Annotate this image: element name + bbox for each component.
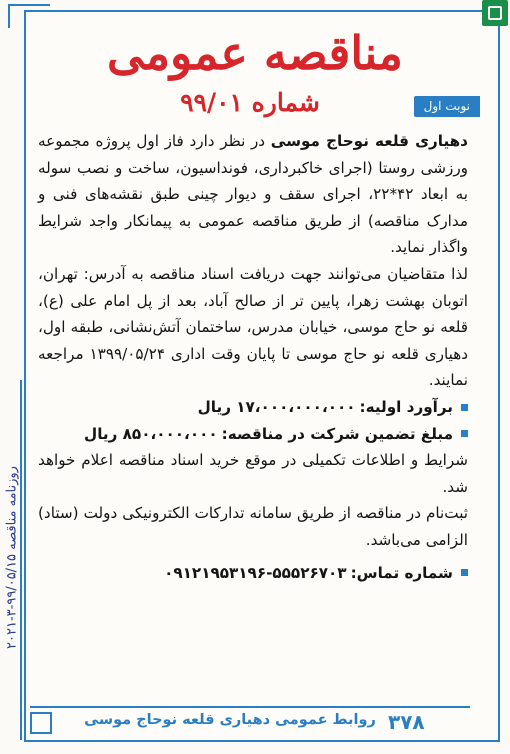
contact-label: شماره تماس: [350,563,453,582]
corner-decoration [8,4,50,28]
notice-title: مناقصه عمومی [107,26,403,80]
handwritten-mark: ٣٧٨ [388,710,425,734]
tender-number: شماره ۹۹/۰۱ [180,88,320,117]
side-strip [2,380,24,740]
estimate-value: ۱۷،۰۰۰،۰۰۰،۰۰۰ ریال [197,397,356,416]
paragraph-intro [38,128,468,261]
contact-value: ۰۹۱۲۱۹۵۳۱۹۶-۵۵۵۲۶۷۰۳ [164,563,347,582]
round-badge: نوبت اول [414,96,480,117]
paragraph-info: شرایط و اطلاعات تکمیلی در موقع خرید اسناد مناقصه اعلام خواهد شد. [38,451,468,496]
corner-icon [482,0,508,26]
paragraph-registration: ثبت‌نام در مناقصه از طریق سامانه تدارکات الکترونیکی دولت (ستاد) الزامی می‌باشد. [38,504,468,549]
intro-text: در نظر دارد فاز اول پروژه مجموعه ورزشی روستا (اجرای خاکبرداری، فونداسیون، ساخت و نصب سوله به ابعاد ۴۲*۲۲، اجرای سقف و دیوار چینی طبق نقشه‌های فنی و مدارک مناقصه) از طریق مناقصه عمومی به پیمانکار واجد شرایط واگذار نماید. [38,132,468,257]
bullet-icon [461,404,468,411]
footer-credit: روابط عمومی دهیاری قلعه نوحاج موسی [84,712,376,728]
notice-body [38,128,468,586]
estimate-row [38,394,468,421]
estimate-label: برآورد اولیه: [359,397,453,416]
bullet-icon [461,569,468,576]
contact-row [38,560,468,587]
paragraph-address: لذا متقاضیان می‌توانند جهت دریافت اسناد مناقصه به آدرس: تهران، اتوبان بهشت زهرا، پایین تر از صالح آباد، بعد از پل امام علی (ع)، قلعه نو حاج موسی، خیابان مدرس، ساختمان آتش‌نشانی، طبقه اول، دهیاری قلعه نو حاج موسی تا پایان وقت اداری ۱۳۹۹/۰۵/۲۴ مراجعه نمایند. [38,264,468,390]
newspaper-reference: روزنامه مناقصه ۹۹/۰۵/۱۵-۳-۲۰۲۱ [4,466,20,649]
guarantee-value: ۸۵۰،۰۰۰،۰۰۰ ریال [84,424,218,443]
organization-name: دهیاری قلعه نوحاج موسی [270,132,468,150]
side-line [20,380,22,740]
guarantee-row [38,421,468,448]
bullet-icon [461,430,468,437]
guarantee-label: مبلغ تضمین شرکت در مناقصه: [221,424,453,443]
footer-box-icon [30,712,52,734]
